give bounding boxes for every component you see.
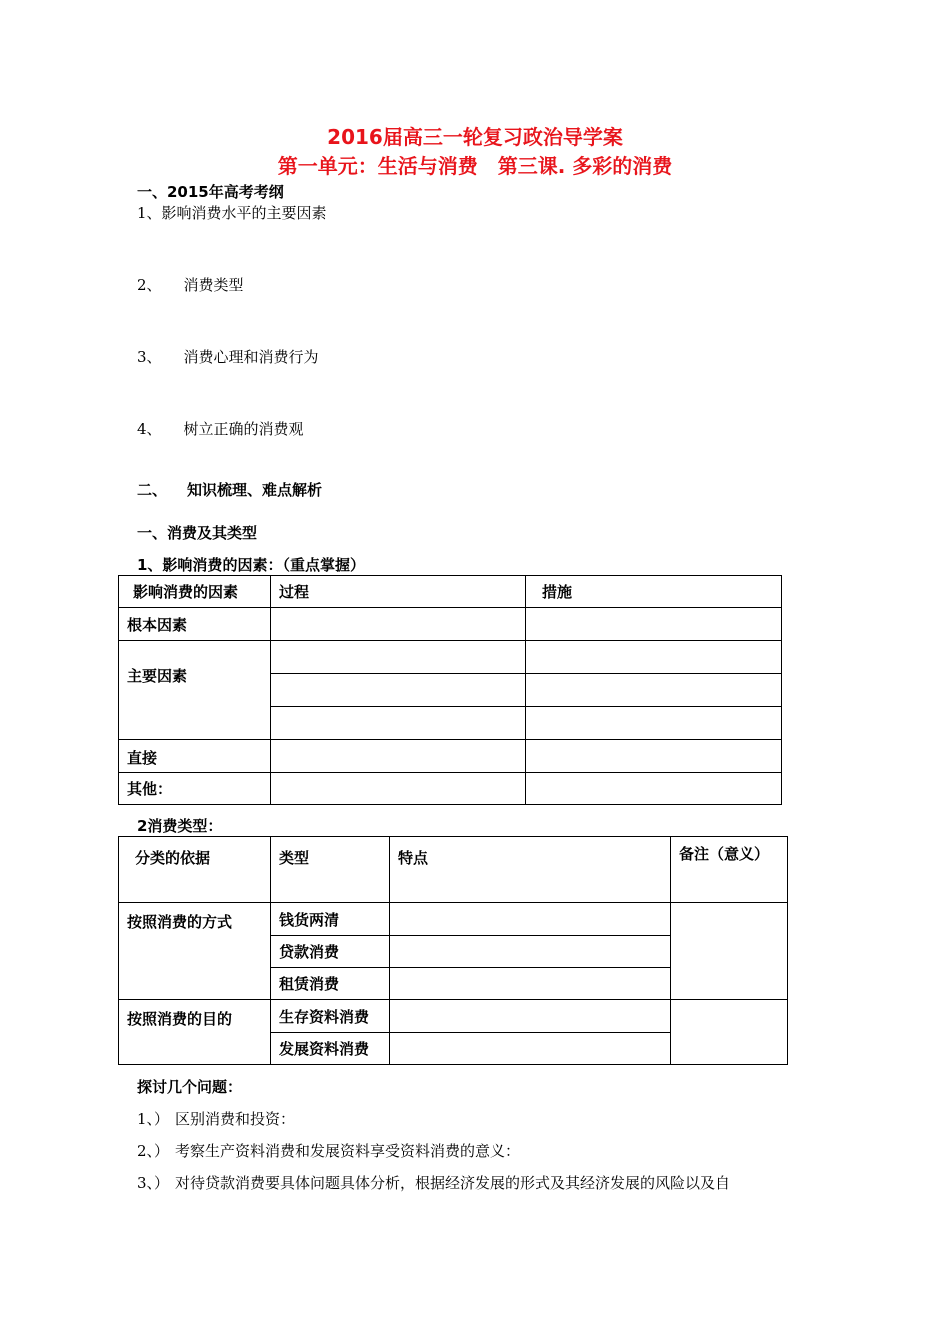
syllabus-item-2 (137, 274, 244, 295)
doc-subtitle: 第一单元：生活与消费 第三课. 多彩的消费 (277, 154, 673, 178)
item-number: 1、 (137, 204, 162, 222)
heading-text: 知识梳理、难点解析 (187, 481, 323, 499)
header-process: 过程 (271, 576, 526, 608)
type-loan: 贷款消费 (271, 936, 390, 968)
item-number: 2、） (137, 1142, 170, 1160)
table-cell[interactable] (390, 936, 671, 968)
notes-cell[interactable] (671, 903, 788, 1000)
type-lease: 租赁消费 (271, 968, 390, 1000)
item-number: 1、） (137, 1110, 170, 1128)
item-text: 影响消费水平的主要因素 (161, 204, 327, 222)
item-text: 区别消费和投资： (175, 1110, 296, 1128)
table-cell[interactable] (526, 773, 782, 805)
table-cell[interactable] (390, 903, 671, 936)
heading-number: 二、 (137, 481, 168, 499)
table-cell[interactable] (390, 1033, 671, 1065)
subsection-heading: 一、消费及其类型 (137, 524, 258, 542)
item-text: 对待贷款消费要具体问题具体分析，根据经济发展的形式及其经济发展的风险以及自 (175, 1174, 731, 1192)
types-label: 2消费类型： (137, 817, 223, 835)
section2-heading (137, 479, 322, 500)
item-number: 3、 (137, 348, 162, 366)
header-type: 类型 (271, 837, 390, 903)
factors-table (118, 575, 782, 805)
table-cell[interactable] (526, 641, 782, 674)
basis-by-purpose: 按照消费的目的 (119, 1000, 271, 1065)
syllabus-item-4 (137, 418, 304, 439)
table-cell[interactable] (526, 608, 782, 641)
notes-cell[interactable] (671, 1000, 788, 1065)
table-cell[interactable] (271, 773, 526, 805)
type-survival: 生存资料消费 (271, 1000, 390, 1033)
table-cell[interactable] (526, 740, 782, 773)
doc-title: 2016届高三一轮复习政治导学案 (327, 125, 623, 149)
header-notes: 备注（意义） (671, 837, 788, 903)
types-heading (137, 815, 222, 836)
item-number: 3、） (137, 1174, 170, 1192)
header-measures: 措施 (526, 576, 782, 608)
discussion-item-2 (137, 1140, 520, 1161)
table-cell[interactable] (390, 968, 671, 1000)
item-text: 树立正确的消费观 (183, 420, 304, 438)
table-cell[interactable] (271, 740, 526, 773)
section1-heading: 一、2015年高考考纲 (137, 183, 284, 201)
row-label-other: 其他： (119, 773, 271, 805)
table-cell[interactable] (271, 707, 526, 740)
table-cell[interactable] (271, 641, 526, 674)
item-text: 考察生产资料消费和发展资料享受资料消费的意义： (175, 1142, 521, 1160)
discussion-item-1 (137, 1108, 295, 1129)
syllabus-item-1 (137, 202, 327, 223)
item-text: 消费心理和消费行为 (183, 348, 319, 366)
discussion-heading: 探讨几个问题： (137, 1078, 243, 1096)
header-factor: 影响消费的因素 (119, 576, 271, 608)
row-label-fundamental: 根本因素 (119, 608, 271, 641)
discussion-item-3 (137, 1172, 817, 1193)
basis-by-method: 按照消费的方式 (119, 903, 271, 1000)
table-cell[interactable] (390, 1000, 671, 1033)
syllabus-item-3 (137, 346, 319, 367)
row-label-direct: 直接 (119, 740, 271, 773)
table-cell[interactable] (526, 707, 782, 740)
header-features: 特点 (390, 837, 671, 903)
table-cell[interactable] (271, 608, 526, 641)
table-cell[interactable] (271, 674, 526, 707)
header-basis: 分类的依据 (119, 837, 271, 903)
item-number: 2、 (137, 276, 162, 294)
factors-heading: 1、影响消费的因素：（重点掌握） (137, 556, 365, 574)
item-number: 4、 (137, 420, 162, 438)
item-text: 消费类型 (183, 276, 244, 294)
type-development: 发展资料消费 (271, 1033, 390, 1065)
row-label-main: 主要因素 (119, 641, 271, 740)
type-cash: 钱货两清 (271, 903, 390, 936)
table-cell[interactable] (526, 674, 782, 707)
consumption-types-table (118, 836, 788, 1065)
